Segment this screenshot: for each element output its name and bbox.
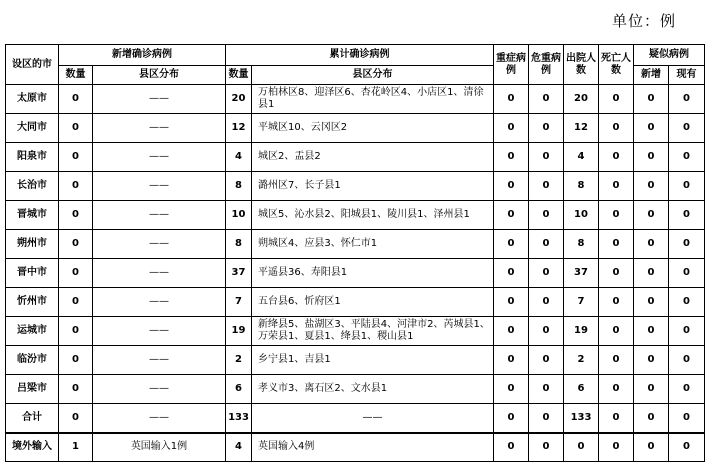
suspected-current-cell: 0: [669, 230, 705, 259]
critical-cell: 0: [529, 201, 564, 230]
critical-cell: 0: [529, 230, 564, 259]
suspected-new-cell: 0: [634, 288, 669, 317]
new-district-cell: ——: [93, 85, 226, 114]
suspected-current-cell: 0: [669, 317, 705, 346]
cumulative-district-cell: 潞州区7、长子县1: [252, 172, 494, 201]
cumulative-district-cell: 新绛县5、盐湖区3、平陆县4、河津市2、芮城县1、万荣县1、夏县1、绛县1、稷山县1: [252, 317, 494, 346]
severe-cell: 0: [494, 317, 529, 346]
table-row: [6, 346, 705, 375]
suspected-current-cell: 0: [669, 288, 705, 317]
table-row: [6, 317, 705, 346]
discharged-cell: 133: [564, 404, 599, 433]
new-district-cell: ——: [93, 230, 226, 259]
suspected-current-cell: 0: [669, 375, 705, 404]
severe-cell: 0: [494, 143, 529, 172]
suspected-new-cell: 0: [634, 143, 669, 172]
suspected-current-cell: 0: [669, 259, 705, 288]
header-suspected-new: 新增: [634, 66, 669, 85]
deaths-cell: 0: [599, 85, 634, 114]
new-district-cell: ——: [93, 143, 226, 172]
severe-cell: 0: [494, 201, 529, 230]
discharged-cell: 0: [564, 433, 599, 462]
city-cell: 太原市: [6, 85, 59, 114]
city-cell: 长治市: [6, 172, 59, 201]
header-city: 设区的市: [6, 45, 59, 85]
deaths-cell: 0: [599, 404, 634, 433]
cumulative-count-cell: 6: [226, 375, 252, 404]
header-cum-count: 数量: [226, 66, 252, 85]
suspected-current-cell: 0: [669, 172, 705, 201]
table-row: [6, 172, 705, 201]
critical-cell: 0: [529, 259, 564, 288]
header-cum-district: 县区分布: [252, 66, 494, 85]
cumulative-count-cell: 10: [226, 201, 252, 230]
header-cumulative-confirmed: 累计确诊病例: [226, 45, 494, 66]
table-row: [6, 143, 705, 172]
cumulative-district-cell: 五台县6、忻府区1: [252, 288, 494, 317]
suspected-current-cell: 0: [669, 85, 705, 114]
discharged-cell: 4: [564, 143, 599, 172]
table-row: [6, 230, 705, 259]
cumulative-district-cell: 孝义市3、离石区2、文水县1: [252, 375, 494, 404]
cumulative-count-cell: 8: [226, 172, 252, 201]
new-count-cell: 0: [59, 317, 93, 346]
new-district-cell: ——: [93, 404, 226, 433]
suspected-current-cell: 0: [669, 143, 705, 172]
city-cell: 境外输入: [6, 433, 59, 462]
cumulative-district-cell: 英国输入4例: [252, 433, 494, 462]
header-suspected: 疑似病例: [634, 45, 705, 66]
cumulative-district-cell: 城区5、沁水县2、阳城县1、陵川县1、泽州县1: [252, 201, 494, 230]
new-district-cell: ——: [93, 346, 226, 375]
discharged-cell: 2: [564, 346, 599, 375]
new-count-cell: 1: [59, 433, 93, 462]
new-count-cell: 0: [59, 85, 93, 114]
city-cell: 吕梁市: [6, 375, 59, 404]
cumulative-district-cell: 万柏林区8、迎泽区6、杏花岭区4、小店区1、清徐县1: [252, 85, 494, 114]
suspected-new-cell: 0: [634, 230, 669, 259]
discharged-cell: 20: [564, 85, 599, 114]
cumulative-district-cell: ——: [252, 404, 494, 433]
new-count-cell: 0: [59, 172, 93, 201]
new-count-cell: 0: [59, 346, 93, 375]
severe-cell: 0: [494, 288, 529, 317]
new-count-cell: 0: [59, 288, 93, 317]
discharged-cell: 7: [564, 288, 599, 317]
deaths-cell: 0: [599, 172, 634, 201]
critical-cell: 0: [529, 114, 564, 143]
deaths-cell: 0: [599, 201, 634, 230]
header-new-district: 县区分布: [93, 66, 226, 85]
suspected-new-cell: 0: [634, 317, 669, 346]
header-discharged: 出院人数: [564, 45, 599, 85]
cumulative-district-cell: 平遥县36、寿阳县1: [252, 259, 494, 288]
city-cell: 阳泉市: [6, 143, 59, 172]
severe-cell: 0: [494, 172, 529, 201]
deaths-cell: 0: [599, 288, 634, 317]
cumulative-count-cell: 8: [226, 230, 252, 259]
cumulative-count-cell: 12: [226, 114, 252, 143]
new-count-cell: 0: [59, 114, 93, 143]
header-deaths: 死亡人数: [599, 45, 634, 85]
suspected-current-cell: 0: [669, 404, 705, 433]
severe-cell: 0: [494, 259, 529, 288]
cumulative-count-cell: 7: [226, 288, 252, 317]
deaths-cell: 0: [599, 317, 634, 346]
cumulative-count-cell: 133: [226, 404, 252, 433]
new-district-cell: ——: [93, 288, 226, 317]
cumulative-district-cell: 平城区10、云冈区2: [252, 114, 494, 143]
new-count-cell: 0: [59, 143, 93, 172]
cumulative-count-cell: 4: [226, 433, 252, 462]
critical-cell: 0: [529, 317, 564, 346]
suspected-new-cell: 0: [634, 346, 669, 375]
severe-cell: 0: [494, 375, 529, 404]
city-cell: 晋城市: [6, 201, 59, 230]
cumulative-district-cell: 城区2、盂县2: [252, 143, 494, 172]
critical-cell: 0: [529, 433, 564, 462]
severe-cell: 0: [494, 230, 529, 259]
new-district-cell: 英国输入1例: [93, 433, 226, 462]
discharged-cell: 6: [564, 375, 599, 404]
city-cell: 合计: [6, 404, 59, 433]
new-district-cell: ——: [93, 172, 226, 201]
table-row: [6, 114, 705, 143]
table-row: [6, 433, 705, 462]
cumulative-count-cell: 4: [226, 143, 252, 172]
city-cell: 晋中市: [6, 259, 59, 288]
deaths-cell: 0: [599, 230, 634, 259]
critical-cell: 0: [529, 346, 564, 375]
table-body: [6, 85, 705, 462]
severe-cell: 0: [494, 114, 529, 143]
deaths-cell: 0: [599, 375, 634, 404]
severe-cell: 0: [494, 433, 529, 462]
severe-cell: 0: [494, 346, 529, 375]
city-cell: 临汾市: [6, 346, 59, 375]
suspected-current-cell: 0: [669, 433, 705, 462]
new-count-cell: 0: [59, 375, 93, 404]
cumulative-count-cell: 20: [226, 85, 252, 114]
table-row: [6, 259, 705, 288]
suspected-new-cell: 0: [634, 375, 669, 404]
critical-cell: 0: [529, 404, 564, 433]
header-suspected-current: 现有: [669, 66, 705, 85]
header-severe: 重症病例: [494, 45, 529, 85]
critical-cell: 0: [529, 375, 564, 404]
discharged-cell: 8: [564, 172, 599, 201]
table-row: [6, 85, 705, 114]
unit-label: 单位：例: [612, 12, 677, 30]
new-count-cell: 0: [59, 230, 93, 259]
suspected-new-cell: 0: [634, 114, 669, 143]
cumulative-count-cell: 37: [226, 259, 252, 288]
deaths-cell: 0: [599, 143, 634, 172]
cumulative-district-cell: 乡宁县1、吉县1: [252, 346, 494, 375]
table-row: [6, 201, 705, 230]
new-district-cell: ——: [93, 201, 226, 230]
suspected-new-cell: 0: [634, 85, 669, 114]
discharged-cell: 12: [564, 114, 599, 143]
suspected-current-cell: 0: [669, 201, 705, 230]
discharged-cell: 19: [564, 317, 599, 346]
new-district-cell: ——: [93, 114, 226, 143]
city-cell: 忻州市: [6, 288, 59, 317]
deaths-cell: 0: [599, 433, 634, 462]
critical-cell: 0: [529, 85, 564, 114]
new-count-cell: 0: [59, 404, 93, 433]
cumulative-count-cell: 19: [226, 317, 252, 346]
cumulative-count-cell: 2: [226, 346, 252, 375]
severe-cell: 0: [494, 404, 529, 433]
deaths-cell: 0: [599, 346, 634, 375]
suspected-new-cell: 0: [634, 201, 669, 230]
discharged-cell: 10: [564, 201, 599, 230]
critical-cell: 0: [529, 288, 564, 317]
new-count-cell: 0: [59, 201, 93, 230]
new-district-cell: ——: [93, 259, 226, 288]
severe-cell: 0: [494, 85, 529, 114]
suspected-current-cell: 0: [669, 346, 705, 375]
header-new-count: 数量: [59, 66, 93, 85]
suspected-new-cell: 0: [634, 172, 669, 201]
city-cell: 运城市: [6, 317, 59, 346]
city-cell: 朔州市: [6, 230, 59, 259]
suspected-current-cell: 0: [669, 114, 705, 143]
deaths-cell: 0: [599, 259, 634, 288]
critical-cell: 0: [529, 172, 564, 201]
header-new-confirmed: 新增确诊病例: [59, 45, 226, 66]
table-row: [6, 375, 705, 404]
city-cell: 大同市: [6, 114, 59, 143]
new-district-cell: ——: [93, 317, 226, 346]
critical-cell: 0: [529, 143, 564, 172]
discharged-cell: 8: [564, 230, 599, 259]
table-row: [6, 288, 705, 317]
suspected-new-cell: 0: [634, 259, 669, 288]
covid-case-table: [5, 44, 705, 462]
new-count-cell: 0: [59, 259, 93, 288]
table-row: [6, 404, 705, 433]
deaths-cell: 0: [599, 114, 634, 143]
new-district-cell: ——: [93, 375, 226, 404]
cumulative-district-cell: 朔城区4、应县3、怀仁市1: [252, 230, 494, 259]
header-critical: 危重病例: [529, 45, 564, 85]
suspected-new-cell: 0: [634, 404, 669, 433]
suspected-new-cell: 0: [634, 433, 669, 462]
discharged-cell: 37: [564, 259, 599, 288]
